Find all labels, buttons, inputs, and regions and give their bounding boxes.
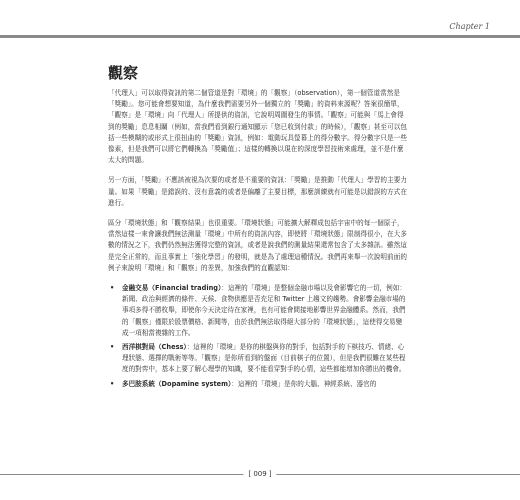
page-footer <box>0 467 520 481</box>
list-item-text: ：這裡的「環境」是你的棋盤與你的對手，包括對手的下棋技巧、情緒、心理狀態、選擇的戰術等等。「觀察」是你所看到的盤面（目前棋子的位置），但是我們很難在某些程度的對弈中，基本上要了解心理學的知識，要不能看穿對手的心情，這些都能增加你勝出的機會。 <box>122 343 406 374</box>
list-item-term: 金融交易（Financial trading） <box>122 284 222 293</box>
example-list <box>108 283 408 390</box>
paragraph: 「代理人」可以取得資訊的第二個管道是對「環境」的「觀察」（observation），第一個管道當然是「獎勵」。您可能會想要知道，為什麼我們需要另外一個獨立的「獎勵」的資料來源呢？答案很簡單，「觀察」是「環境」向「代理人」所提供的資訊，它說明周圍發生的事情。「觀察」可能與「馬上會得到的獎勵」息息相關（例如，當我們看到銀行通知顯示「您已收到付款」的時候），「觀察」甚至可以包括一些模糊的或形式上很扭曲的「獎勵」資訊，例如：電動玩具螢幕上的得分數字。得分數字只是一些像素，但是我們可以將它們轉換為「獎勵值」；這樣的轉換以現在的深度學習技術來處理，並不是什麼太大的問題。 <box>108 89 408 165</box>
list-item-term: 多巴胺系統（Dopamine system） <box>122 379 232 388</box>
list-item-text: ：這裡的「環境」是整個金融市場以及會影響它的一切，例如：新聞、政治與經濟的條件、天候、食物供應是否充足和 Twitter 上趨文的趨勢。會影響金融市場的事項多得不勝枚舉，即使你今天決定待在家裡，也有可能會間接地影響世界金融體系。然而，我們的「觀察」僅限於股票價格、新聞等，由於我們無法取得絕大部分的「環境狀態」，這使得交易變成一項相當複雜的工作。 <box>122 284 406 337</box>
list-item <box>108 283 408 339</box>
page-number: [ 009 ] <box>243 467 276 481</box>
chapter-header <box>0 12 520 42</box>
list-item-term: 西洋棋對局（Chess） <box>122 343 187 352</box>
list-item <box>108 342 408 376</box>
chapter-label: Chapter 1 <box>445 21 494 33</box>
bullet-icon: • <box>110 343 115 352</box>
section-title: 觀察 <box>108 64 139 82</box>
paragraph: 區分「環境狀態」和「觀察結果」也很重要。「環境狀態」可能擴大解釋成包括宇宙中的每一個原子，當然這樣一來會讓我們無法測量「環境」中所有的資訊內容，即使將「環境狀態」限制得很小，在大多數的情況之下，我們仍然無法獲得完整的資訊，或者是說我們的測量結果還常包含了太多雜訊。雖然這是完全正常的，而且事實上「強化學習」的發明，就是為了處理這種情況。我們再來舉一次說明前面的例子來說明「環境」和「觀察」的差異，加強我們的直觀認知： <box>108 219 407 272</box>
main-content <box>108 64 408 393</box>
list-item-text: ：這裡的「環境」是你的大腦、神經系統、器官的 <box>231 379 377 388</box>
paragraph: 另一方面，「獎勵」不應該被視為次要的或者是不重要的資訊：「獎勵」是推動「代理人」學習的主要力量。如果「獎勵」是錯誤的、沒有意義的或者是偏離了主要目標，那麼訓練就有可能是以錯誤的方式在進行。 <box>108 176 408 207</box>
header-rule <box>0 35 520 38</box>
list-item <box>108 379 408 390</box>
bullet-icon: • <box>110 284 115 293</box>
bullet-icon: • <box>110 379 115 388</box>
